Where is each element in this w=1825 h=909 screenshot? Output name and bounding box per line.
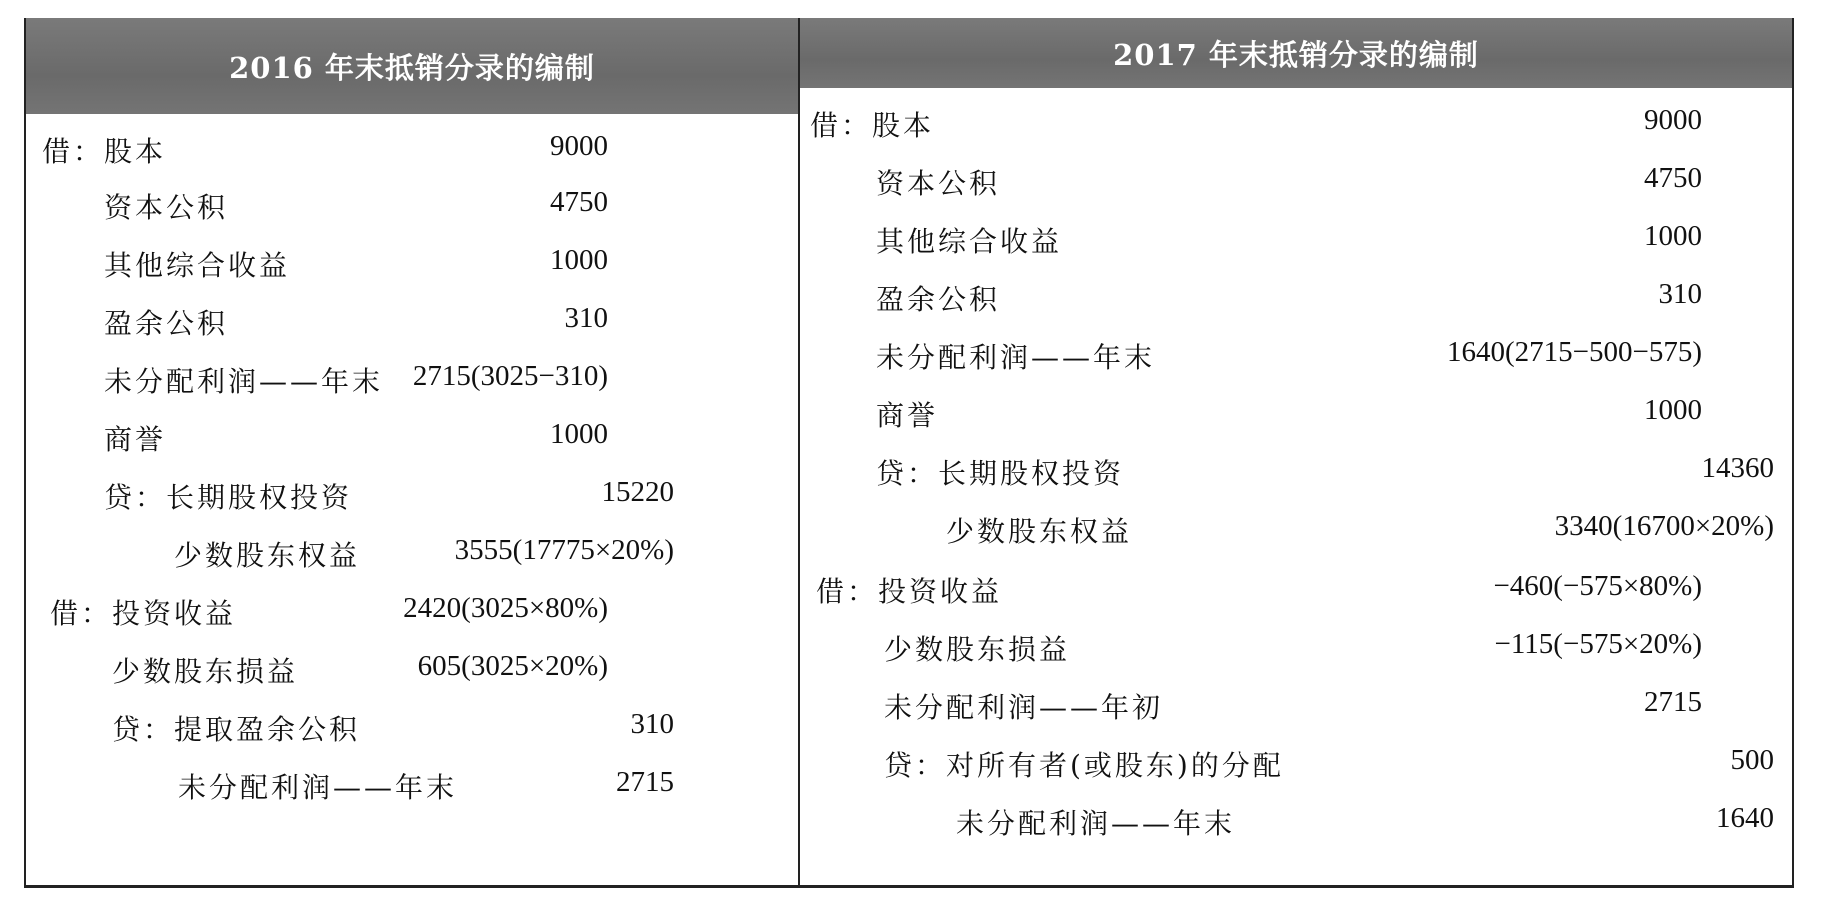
entry-label: 其他综合收益 [876,225,1063,258]
entry-label: 未分配利润——年末 [956,807,1236,840]
entry-label: 贷：提取盈余公积 [112,713,361,746]
entry-amount: 310 [1658,278,1702,310]
entry-row [26,766,798,822]
entry-amount: 3555(17775×20%) [454,534,674,566]
entry-row [26,708,798,764]
entry-label: 未分配利润——年末 [178,771,458,804]
entry-label: 其他综合收益 [104,249,291,282]
entry-label: 少数股东损益 [884,633,1071,666]
entry-row [800,802,1792,858]
column-2016-title: 2016 年末抵销分录的编制 [26,18,798,114]
entry-amount: 4750 [550,186,608,218]
entry-row [26,130,798,186]
column-2016 [26,18,798,885]
entry-row [26,476,798,532]
column-2017 [798,18,1792,885]
entry-row [800,570,1792,626]
entry-amount: 14360 [1701,452,1774,484]
entry-row [800,394,1792,450]
entry-label: 借：投资收益 [50,597,237,630]
entry-row [800,744,1792,800]
entry-label: 盈余公积 [876,283,1001,316]
entry-row [800,220,1792,276]
entry-row [800,686,1792,742]
entry-amount: 2715 [1644,686,1702,718]
entry-amount: 3340(16700×20%) [1554,510,1774,542]
entry-row [800,162,1792,218]
entry-amount: 1000 [1644,220,1702,252]
entry-amount: 2715(3025−310) [412,360,608,392]
entry-amount: 1640(2715−500−575) [1446,336,1702,368]
entry-amount: 15220 [601,476,674,508]
entry-label: 少数股东权益 [174,539,361,572]
entry-row [800,628,1792,684]
entry-label: 借：投资收益 [816,575,1003,608]
entry-row [26,592,798,648]
entry-label: 未分配利润——年初 [884,691,1164,724]
entry-row [800,510,1792,566]
entry-amount: 1000 [550,418,608,450]
entry-row [26,534,798,590]
entry-amount: 310 [630,708,674,740]
entry-label: 贷：长期股权投资 [876,457,1125,490]
entry-amount: 605(3025×20%) [417,650,608,682]
entry-label: 未分配利润——年末 [876,341,1156,374]
entry-amount: 500 [1730,744,1774,776]
entry-row [26,186,798,242]
entry-row [800,336,1792,392]
entry-amount: 9000 [550,130,608,162]
entry-label: 资本公积 [876,167,1001,200]
entry-amount: −460(−575×80%) [1493,570,1702,602]
entry-amount: 1000 [1644,394,1702,426]
entry-label: 盈余公积 [104,307,229,340]
entry-row [26,302,798,358]
entry-label: 少数股东损益 [112,655,299,688]
entry-label: 资本公积 [104,191,229,224]
entry-label: 少数股东权益 [946,515,1133,548]
entry-label: 贷：长期股权投资 [104,481,353,514]
entry-amount: 1000 [550,244,608,276]
entry-row [800,452,1792,508]
entry-amount: 9000 [1644,104,1702,136]
entry-label: 贷：对所有者(或股东)的分配 [884,749,1284,782]
entry-row [800,278,1792,334]
entry-row [26,360,798,416]
entry-amount: 2715 [616,766,674,798]
entry-label: 商誉 [876,399,939,432]
entry-row [26,244,798,300]
entry-amount: 310 [564,302,608,334]
column-2017-title: 2017 年末抵销分录的编制 [800,18,1792,88]
entry-label: 商誉 [104,423,167,456]
entry-row [800,104,1792,160]
journal-entries-table [24,18,1794,888]
entry-amount: 4750 [1644,162,1702,194]
entry-amount: −115(−575×20%) [1494,628,1702,660]
entry-label: 未分配利润——年末 [104,365,384,398]
entry-label: 借：股本 [810,109,935,142]
entry-amount: 2420(3025×80%) [403,592,608,624]
entry-row [26,650,798,706]
entry-row [26,418,798,474]
entry-label: 借：股本 [42,135,167,168]
entry-amount: 1640 [1716,802,1774,834]
